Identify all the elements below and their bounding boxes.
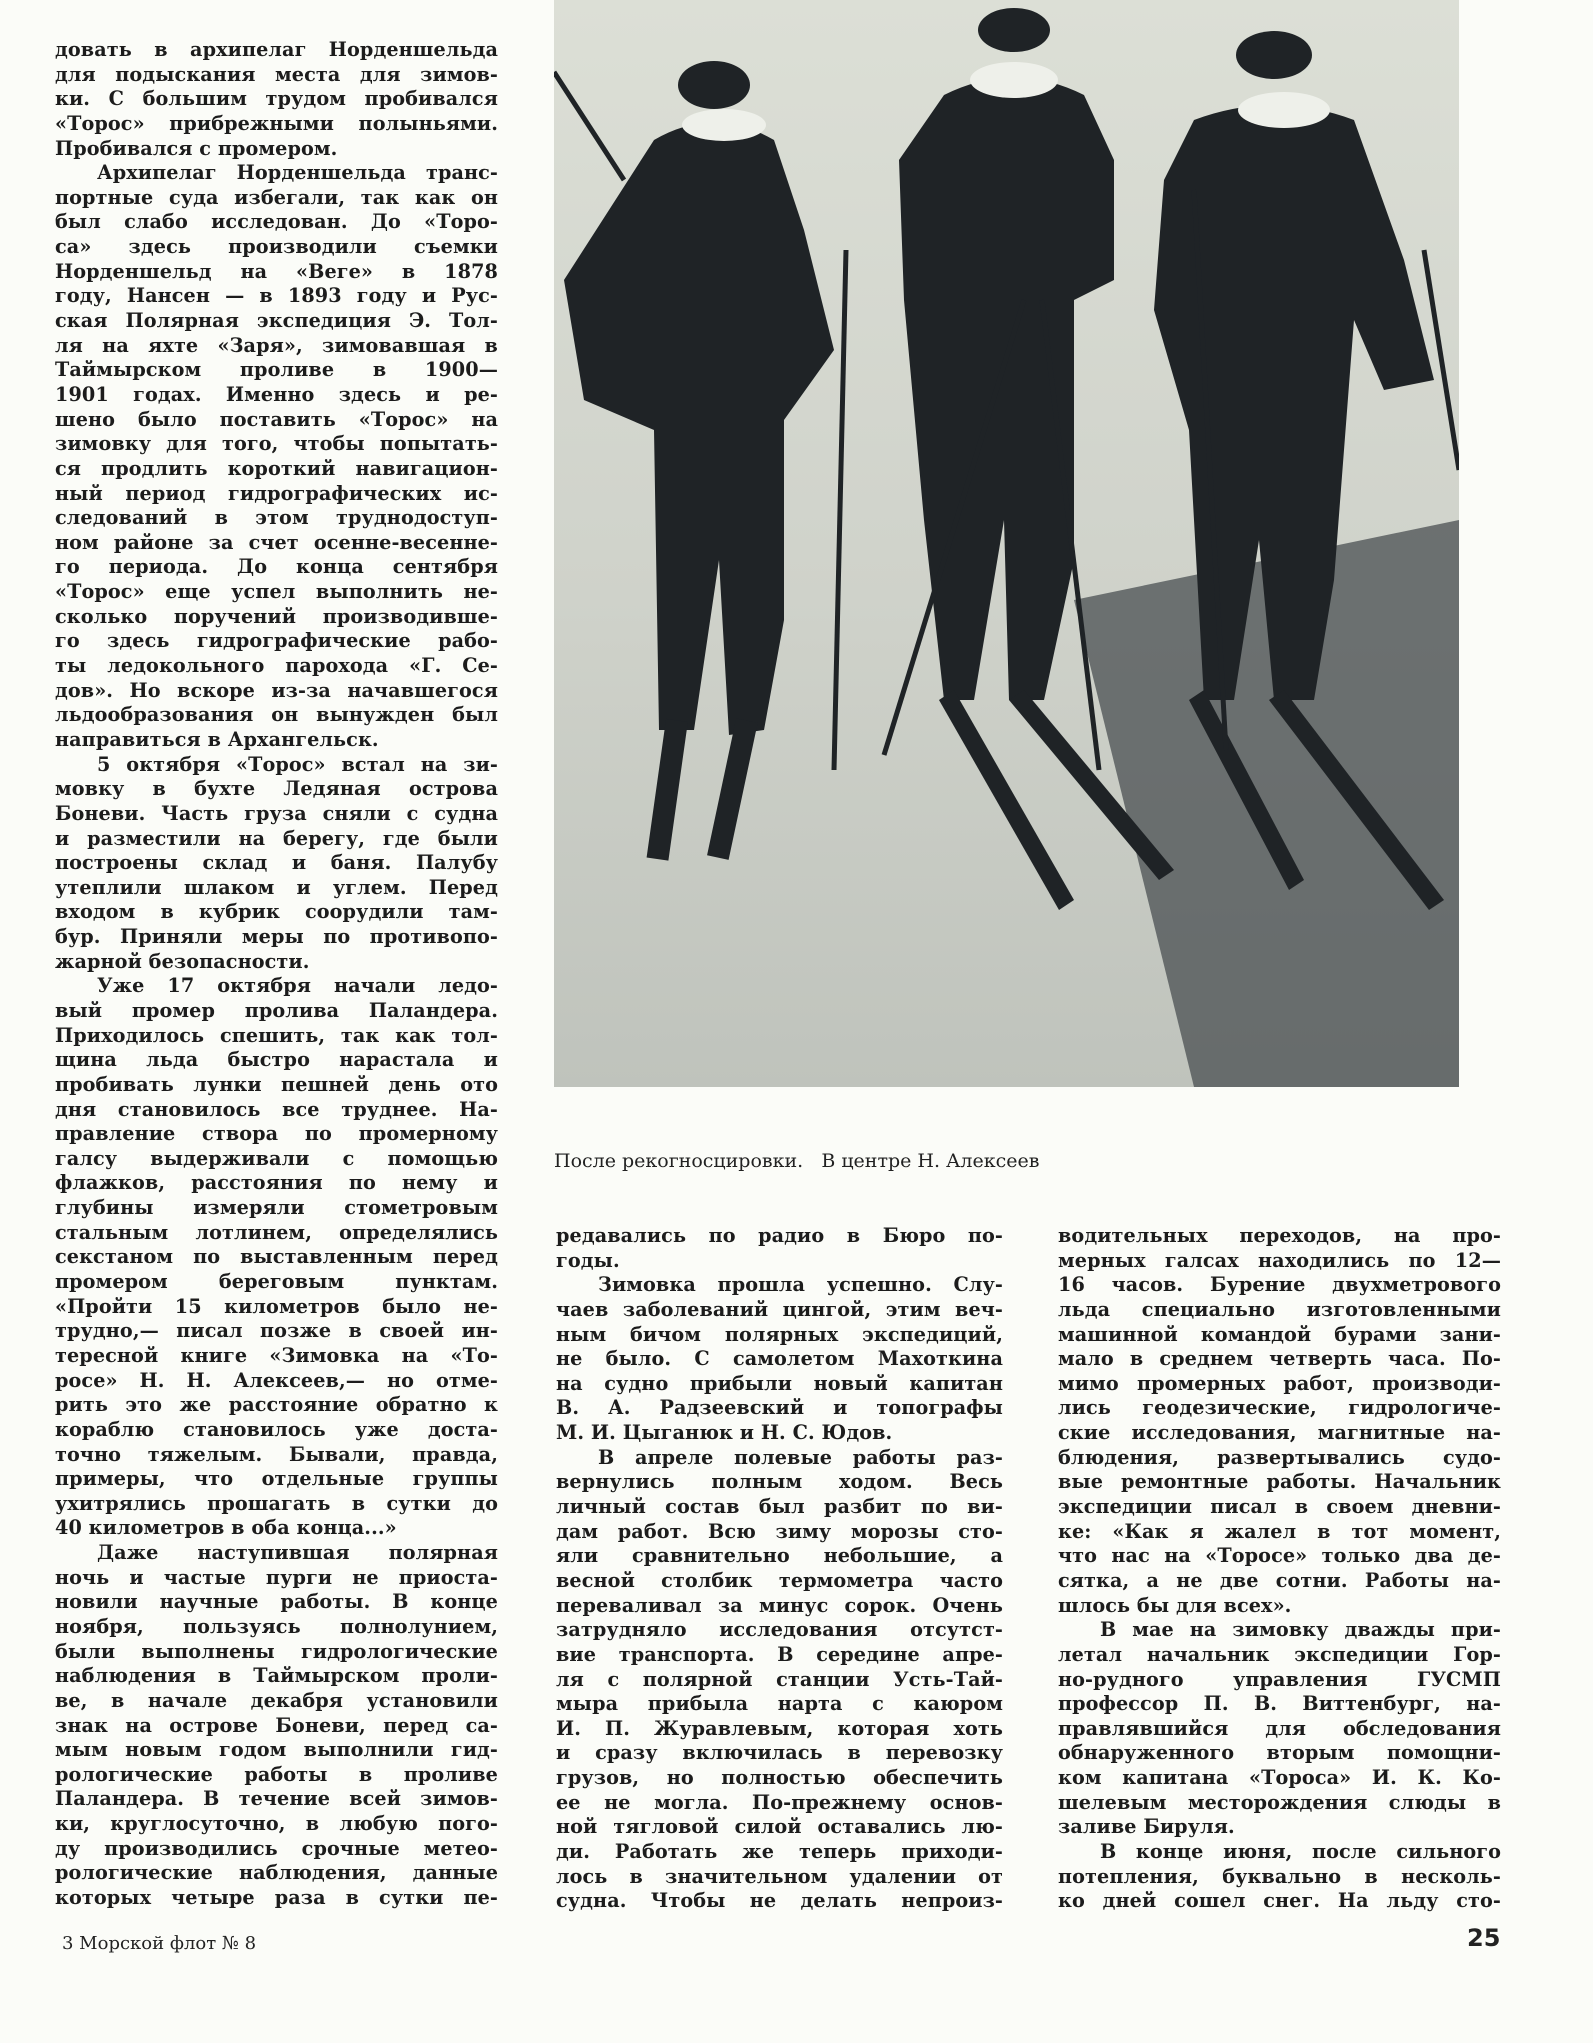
- text-line: ве, в начале декабря установили: [55, 1688, 498, 1712]
- text-line: секстаном по выставленным перед: [55, 1245, 498, 1269]
- text-line: утеплили шлаком и углем. Перед: [55, 875, 498, 899]
- text-line: льда специально изготовленными: [1058, 1297, 1501, 1321]
- text-line: глубины измеряли стометровым: [55, 1196, 498, 1220]
- text-line: трудно,— писал позже в своей ин-: [55, 1319, 498, 1343]
- text-line: что нас на «Торосе» только два де-: [1058, 1544, 1501, 1568]
- text-line: входом в кубрик соорудили там-: [55, 900, 498, 924]
- text-line: галсу выдерживали с помощью: [55, 1146, 498, 1170]
- text-line: кораблю становилось уже доста-: [55, 1417, 498, 1441]
- text-line: ты ледокольного парохода «Г. Се-: [55, 654, 498, 678]
- text-line: ля на яхте «Заря», зимовавшая в: [55, 333, 498, 357]
- text-line: на судно прибыли новый капитан: [556, 1371, 1003, 1395]
- article-column-2: [556, 1224, 1003, 1914]
- text-line: Пробивался с промером.: [55, 136, 338, 160]
- text-line: ские исследования, магнитные на-: [1058, 1421, 1501, 1445]
- text-line: флажков, расстояния по нему и: [55, 1171, 498, 1195]
- text-line: 1901 годах. Именно здесь и ре-: [55, 382, 498, 406]
- article-column-3: [1058, 1224, 1501, 1914]
- text-line: чаев заболеваний цингой, этим веч-: [556, 1297, 1003, 1321]
- text-line: для подыскания места для зимов-: [55, 62, 498, 86]
- text-line: весной столбик термометра часто: [556, 1568, 1003, 1592]
- text-line: рологические работы в проливе: [55, 1762, 498, 1786]
- text-line: грузов, но полностью обеспечить: [556, 1766, 1003, 1790]
- text-line: дов». Но вскоре из-за начавшегося: [55, 678, 498, 702]
- text-line: дам работ. Всю зиму морозы сто-: [556, 1519, 1003, 1543]
- text-line: мало в среднем четверть часа. По-: [1058, 1347, 1501, 1371]
- text-line: шелевым месторождения слюды в: [1058, 1790, 1501, 1814]
- text-line: ком капитана «Тороса» И. К. Ко-: [1058, 1766, 1501, 1790]
- text-line: рологические наблюдения, данные: [55, 1861, 498, 1885]
- text-line: ухитрялись прошагать в сутки до: [55, 1491, 498, 1515]
- text-line: лись геодезические, гидрологиче-: [1058, 1396, 1501, 1420]
- text-line: «Торос» прибрежными полыньями.: [55, 111, 498, 135]
- text-line: «Торос» еще успел выполнить не-: [55, 580, 498, 604]
- text-line: не было. С самолетом Махоткина: [556, 1347, 1003, 1371]
- text-line: яли сравнительно небольшие, а: [556, 1544, 1003, 1568]
- text-line: и сразу включилась в перевозку: [556, 1741, 1003, 1765]
- text-line: новили научные работы. В конце: [55, 1590, 498, 1614]
- text-line: жарной безопасности.: [55, 949, 310, 973]
- text-line: ки, круглосуточно, в любую пого-: [55, 1812, 498, 1836]
- text-line: Таймырском проливе в 1900—: [55, 358, 498, 382]
- text-line: В мае на зимовку дважды при-: [1100, 1618, 1501, 1642]
- text-line: экспедиции писал в своем дневни-: [1058, 1495, 1501, 1519]
- caption-title: После рекогносцировки.: [554, 1150, 804, 1172]
- text-line: личный состав был разбит по ви-: [556, 1495, 1003, 1519]
- text-line: машинной командой бурами зани-: [1058, 1322, 1501, 1346]
- text-line: Архипелаг Норденшельда транс-: [97, 161, 498, 185]
- text-line: Норденшельд на «Веге» в 1878: [55, 259, 498, 283]
- text-line: «Пройти 15 километров было не-: [55, 1294, 498, 1318]
- text-line: были выполнены гидрологические: [55, 1639, 498, 1663]
- text-line: довать в архипелаг Норденшельда: [55, 38, 498, 61]
- text-line: ном районе за счет осенне-весенне-: [55, 530, 498, 554]
- text-line: ным бичом полярных экспедиций,: [556, 1322, 1003, 1346]
- text-line: тересной книге «Зимовка на «То-: [55, 1343, 498, 1367]
- text-line: точно тяжелым. Бывали, правда,: [55, 1442, 498, 1466]
- text-line: льдообразования он вынужден был: [55, 703, 498, 727]
- text-line: Зимовка прошла успешно. Слу-: [598, 1273, 1003, 1297]
- text-line: рить это же расстояние обратно к: [55, 1393, 498, 1417]
- text-line: направиться в Архангельск.: [55, 727, 379, 751]
- text-line: ный период гидрографических ис-: [55, 481, 498, 505]
- text-line: М. И. Цыганюк и Н. С. Юдов.: [556, 1421, 893, 1445]
- text-line: ся продлить короткий навигацион-: [55, 456, 498, 480]
- text-line: следований в этом труднодоступ-: [55, 506, 498, 530]
- text-line: бур. Приняли меры по противопо-: [55, 925, 498, 949]
- photo-caption: [554, 1150, 1039, 1172]
- text-line: переваливал за минус сорок. Очень: [556, 1593, 1003, 1617]
- text-line: годы.: [556, 1248, 620, 1272]
- text-line: ной тягловой силой оставались лю-: [556, 1815, 1003, 1839]
- text-line: го здесь гидрографические рабо-: [55, 629, 498, 653]
- text-line: заливе Бируля.: [1058, 1815, 1235, 1839]
- text-line: шлось бы для всех».: [1058, 1593, 1292, 1617]
- text-line: Паландера. В течение всей зимов-: [55, 1787, 498, 1811]
- text-line: ночь и частые пурги не приоста-: [55, 1565, 498, 1589]
- text-line: стальным лотлинем, определялись: [55, 1220, 498, 1244]
- article-column-1: [55, 38, 498, 1911]
- text-line: Приходилось спешить, так как тол-: [55, 1023, 498, 1047]
- text-line: ди. Работать же теперь приходи-: [556, 1840, 1003, 1864]
- text-line: пробивать лунки пешней день ото: [55, 1072, 498, 1096]
- issue-footer: 3 Морской флот № 8: [62, 1933, 257, 1954]
- text-line: мерных галсах находились по 12—: [1058, 1248, 1501, 1272]
- text-line: году, Нансен — в 1893 году и Рус-: [55, 284, 498, 308]
- text-line: мым новым годом выполнили гид-: [55, 1738, 498, 1762]
- text-line: 5 октября «Торос» встал на зи-: [97, 752, 498, 776]
- text-line: Боневи. Часть груза сняли с судна: [55, 801, 498, 825]
- text-line: В апреле полевые работы раз-: [598, 1445, 1003, 1469]
- text-line: сятка, а не две сотни. Работы на-: [1058, 1568, 1501, 1592]
- page-number: 25: [1467, 1924, 1501, 1952]
- text-line: но-рудного управления ГУСМП: [1058, 1667, 1501, 1691]
- text-line: ее не могла. По-прежнему основ-: [556, 1790, 1003, 1814]
- text-line: блюдения, развертывались судо-: [1058, 1445, 1501, 1469]
- text-line: потепления, буквально в несколь-: [1058, 1864, 1501, 1888]
- text-line: редавались по радио в Бюро по-: [556, 1224, 1003, 1247]
- text-line: мыра прибыла нарта с каюром: [556, 1692, 1003, 1716]
- text-line: шено было поставить «Торос» на: [55, 407, 498, 431]
- text-line: наблюдения в Таймырском проли-: [55, 1664, 498, 1688]
- text-line: знак на острове Боневи, перед са-: [55, 1713, 498, 1737]
- text-line: правление створа по промерному: [55, 1122, 498, 1146]
- text-line: ко дней сошел снег. На льду сто-: [1058, 1889, 1501, 1913]
- skiers-illustration: [554, 0, 1459, 1087]
- text-line: обнаруженного вторым помощни-: [1058, 1741, 1501, 1765]
- text-line: судна. Чтобы не делать непроиз-: [556, 1889, 1003, 1913]
- text-line: Даже наступившая полярная: [97, 1541, 498, 1565]
- text-line: мимо промерных работ, производи-: [1058, 1371, 1501, 1395]
- text-line: вый промер пролива Паландера.: [55, 998, 498, 1022]
- text-line: И. П. Журавлевым, которая хоть: [556, 1716, 1003, 1740]
- text-line: росе» Н. Н. Алексеев,— но отме-: [55, 1368, 498, 1392]
- text-line: зимовку для того, чтобы попытать-: [55, 432, 498, 456]
- text-line: которых четыре раза в сутки пе-: [55, 1886, 498, 1910]
- text-line: лось в значительном удалении от: [556, 1864, 1003, 1888]
- text-line: В конце июня, после сильного: [1100, 1840, 1501, 1864]
- caption-people: В центре Н. Алексеев: [821, 1150, 1040, 1172]
- text-line: 40 километров в оба конца...»: [55, 1516, 397, 1540]
- text-line: ская Полярная экспедиция Э. Тол-: [55, 309, 498, 333]
- text-line: ки. С большим трудом пробивался: [55, 87, 498, 111]
- text-line: и разместили на берегу, где были: [55, 826, 498, 850]
- text-line: мовку в бухте Ледяная острова: [55, 777, 498, 801]
- text-line: водительных переходов, на про-: [1058, 1224, 1501, 1247]
- text-line: вернулись полным ходом. Весь: [556, 1470, 1003, 1494]
- text-line: В. А. Радзеевский и топографы: [556, 1396, 1003, 1420]
- text-line: вие транспорта. В середине апре-: [556, 1642, 1003, 1666]
- text-line: летал начальник экспедиции Гор-: [1058, 1642, 1501, 1666]
- text-line: 16 часов. Бурение двухметрового: [1058, 1273, 1501, 1297]
- text-line: ду производились срочные метео-: [55, 1836, 498, 1860]
- text-line: портные суда избегали, так как он: [55, 185, 498, 209]
- text-line: построены склад и баня. Палубу: [55, 851, 498, 875]
- text-line: Уже 17 октября начали ледо-: [97, 974, 498, 998]
- text-line: са» здесь производили съемки: [55, 235, 498, 259]
- text-line: щина льда быстро нарастала и: [55, 1048, 498, 1072]
- text-line: вые ремонтные работы. Начальник: [1058, 1470, 1501, 1494]
- text-line: был слабо исследован. До «Торо-: [55, 210, 498, 234]
- text-line: примеры, что отдельные группы: [55, 1467, 498, 1491]
- text-line: правлявшийся для обследования: [1058, 1716, 1501, 1740]
- photo-skiers: [554, 0, 1459, 1087]
- text-line: ноября, пользуясь полнолунием,: [55, 1615, 498, 1638]
- text-line: го периода. До конца сентября: [55, 555, 498, 579]
- text-line: дня становилось все труднее. На-: [55, 1097, 498, 1121]
- text-line: ке: «Как я жалел в тот момент,: [1058, 1519, 1501, 1543]
- text-line: сколько поручений производивше-: [55, 604, 498, 628]
- text-line: профессор П. В. Виттенбург, на-: [1058, 1692, 1501, 1716]
- text-line: ля с полярной станции Усть-Тай-: [556, 1667, 1003, 1691]
- text-line: затрудняло исследования отсутст-: [556, 1618, 1003, 1642]
- text-line: промером береговым пунктам.: [55, 1270, 498, 1294]
